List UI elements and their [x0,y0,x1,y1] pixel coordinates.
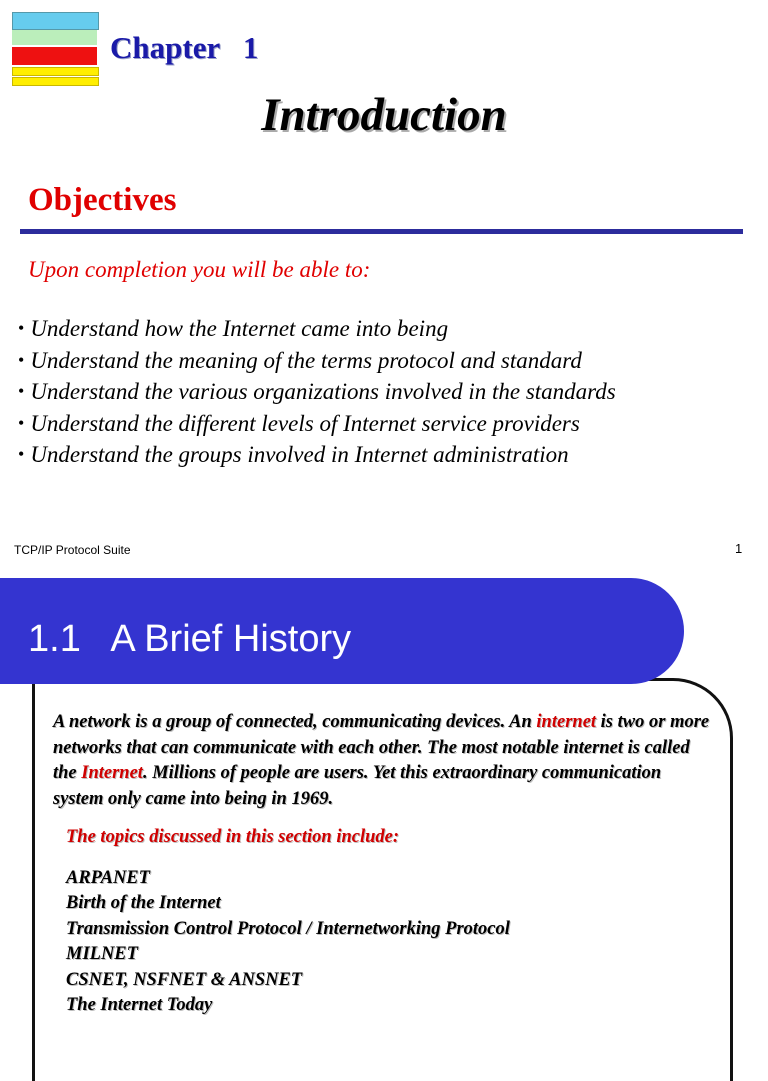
section-title: 1.1 A Brief History [28,618,352,660]
list-item [18,345,616,377]
objective-text: Understand the meaning of the terms protocol and standard [30,347,582,373]
list-item: CSNET, NSFNET & ANSNET [66,969,303,990]
slide-2 [0,570,768,1024]
term-Internet: Internet [81,763,143,784]
bullet-icon: • [18,444,25,464]
objectives-heading: Objectives [28,182,177,218]
term-internet: internet [536,712,597,732]
para-text: . Millions of people are users. Yet this extraordinary communication system only came into being in 1969. [53,763,662,809]
history-paragraph [53,710,713,812]
list-item: MILNET [66,944,138,965]
objective-text: Understand the various organizations involved in the standards [30,379,616,404]
slide-title: Introduction [261,89,507,141]
topics-heading: The topics discussed in this section include: [66,827,400,847]
list-item [18,408,616,440]
bullet-icon: • [18,349,25,370]
objective-text: Understand how the Internet came into being [30,316,449,341]
list-item: Birth of the Internet [66,893,221,914]
list-item: ARPANET [66,868,150,888]
title-banner [0,578,684,684]
bullet-icon: • [18,412,25,433]
list-item [18,439,616,471]
list-item [18,313,616,345]
decorative-stripe-yellow-2 [12,77,99,86]
page-number: 1 [735,541,743,556]
chapter-label: Chapter 1 [110,30,259,65]
divider-rule [20,229,743,234]
objective-text: Understand the groups involved in Internet administration [30,442,569,467]
objective-text: Understand the different levels of Internet service providers [30,410,580,436]
bullet-icon: • [18,318,25,338]
decorative-stripe-yellow-1 [12,67,99,76]
decorative-stripe-red [12,47,97,65]
footer-title: TCP/IP Protocol Suite [14,543,131,557]
bullet-icon: • [18,381,25,401]
list-item: The Internet Today [66,995,213,1016]
list-item [18,376,616,408]
para-text: A network is a group of connected, communicating devices. An [53,712,537,732]
intro-line: Upon completion you will be able to: [28,257,371,282]
para-text: is two or more networks that can communicate with each other. The most notable internet is called the [53,712,710,784]
objectives-list [18,313,616,471]
decorative-stripe-green [12,30,97,45]
decorative-stripe-cyan [12,12,99,30]
list-item: Transmission Control Protocol / Internetworking Protocol [66,918,510,939]
topics-list [66,866,510,1018]
